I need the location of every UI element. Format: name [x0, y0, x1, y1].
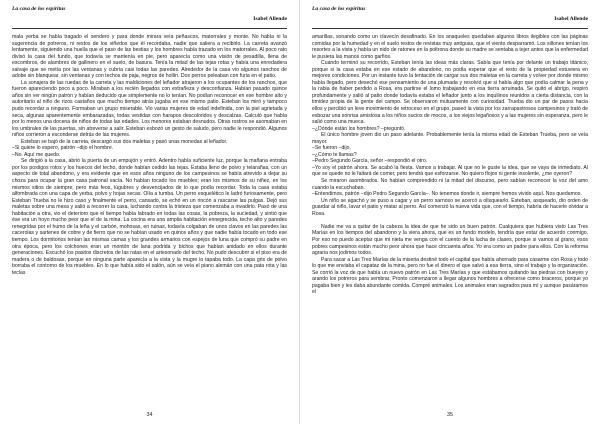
header-rule — [12, 28, 287, 29]
header-rule — [312, 28, 588, 29]
paragraph: –Yo soy el patrón ahora. Se acabó la fiesta. Vamos a trabajar. Al que no le guste la idea, que se vaya de inmediato. Al que se quede no le faltará de comer, pero tendrá que esforzarse. No quiero flojos ni gente insolente, ¿me oyeron? — [312, 164, 588, 178]
paragraph: Para sacar a Las Tres Marías de la miseria destiné todo el capital que había ahorrado para casarme con Rosa y todo lo que me enviaba el capataz de la mina, pero no fue el dinero el que salvó a esa tierra, sino el trabajo y la organización. Se corrió la voz de que había un nuevo patrón en Las Tres Marías y que estábamos quitando las piedras con bueyes y arando los potreros para sembrar. Pronto comenzaron a llegar algunos hombres a ofrecerse como braceros, porque yo pagaba bien y les daba abundante comida. Compré animales. Los animales eran sagrados para mí y aunque pasáramos el — [312, 256, 588, 296]
page-body — [312, 34, 588, 407]
page-right — [300, 0, 600, 424]
book-title: La casa de los espíritus — [12, 6, 66, 12]
paragraph: –¿Cómo te llamas? — [312, 151, 357, 158]
paragraph: Esteban se bajó de la carreta, descargó sus dos maletas y pasó unas monedas al leñador. — [21, 138, 228, 145]
paragraph: Se miraron asombrados. No habían comprendido ni la mitad del discurso, pero sabían reconocer la voz del amo cuando la escuchaban. — [312, 178, 588, 191]
book-title: La casa de los espíritus — [312, 6, 366, 12]
paragraph: El único hombre joven dio un paso adelante. Probablemente tenía la misma edad de Esteban Trueba, pero se veía mayor. — [312, 132, 588, 145]
paragraph: –Se fueron –dijo. — [312, 145, 351, 152]
paragraph: –No. Aquí me quedo. — [12, 151, 61, 158]
paragraph: –Pedro Segundo García, señor –respondió el otro. — [312, 158, 428, 165]
paragraph: La sonajera de las ruedas de la carreta y las maldiciones del leñador atrajeron a los ocupantes de los ranchos, que fueron apareciendo poco a poco. Miraban a los recién llegados con extrañeza y desconfianza. Habían pasado quince años sin ver ningún patrón y habían deducido que simplemente no lo tenían. No podían reconocer en ese hombre alto y autoritario al niño de rizos castaños que mucho tiempo atrás jugaba en ese mismo patio. Esteban los miró y tampoco pudo recordar a ninguno. Formaban un grupo miserable. Vio varias mujeres de edad indefinida, con la piel agrietada y seca, algunas aparentemente embarazadas, todas vestidas con harapos descoloridos y descalzas. Calculó que había por lo menos una docena de niños de todas las edades. Los menores estaban desnudos. Otras rostros se asomaban en los umbrales de las puertas, sin atreverse a salir. Esteban esbozó un gesto de saludo, pero nadie le respondió. Algunos niños corrieron a esconderse detrás de las mujeres. — [12, 79, 287, 139]
running-header — [12, 6, 287, 28]
paragraph: mala yerba se había tragado el sendero y para donde mirara veía peñascos, matorrales y monte. No había ni la sugerencia de potreros, ni restos de los viñedos que él recordaba, nadie que saliera a recibirlo. La carreta avanzó lentamente, siguiendo una huella que el paso de las bestias y los hombres había trazado en los matorrales. Al poco rato divisó la casa del fundo, que todavía se mantenía en pie, pero aparecía como una visión de pesadilla, llena de escombros, de alambres de gallinero en el suelo, de basura. Tenía la mitad de las tejas rotas y había una enredadera salvaje que se metía por las ventanas y cubría casi todas las paredes. Alrededor de la casa vio algunos ranchos de adobe sin blanquear, sin ventanas y con techos de paja, negros de hollín. Dos perros peleaban con furia en el patio. — [12, 34, 287, 80]
book-author: Isabel Allende — [554, 16, 588, 22]
paragraph: –¿Dónde están los hombres? –preguntó. — [312, 125, 406, 132]
paragraph: Cuando terminó su recorrido, Esteban tenía las ideas más claras. Sabía que tenía por delante un trabajo titánico, porque si la casa estaba en ese estado de abandono, no podía esperar que el resto de la propiedad estuviera en mejores condiciones. Por un instante tuvo la tentación de cargar sus dos maletas en la carreta y volver por donde mismo había llegado, pero desechó ese pensamiento de una plumada y resolvió que si había algo que podía calmar la pena y la rabia de haber perdido a Rosa, era partirse el lomo trabajando en esa tierra arruinada. Se quitó el abrigo, respiró profundamente y salió al patio donde todavía estaba el leñador junto a los inquilinos reunidos a cierta distancia, con la timidez propia de la gente del campo. Se observaron mutuamente con curiosidad. Trueba dio un par de pasos hacia ellos y percibió un leve movimiento de retroceso en el grupo, paseó la vista por los zarrapastrosos campesinos y trató de esbozar una sonrisa amistosa a los niños sucios de mocos, a los viejos legañosos y a las mujeres sin esperanza, pero le salió como una mueca. — [312, 60, 588, 126]
page-body — [12, 34, 287, 407]
paragraph: –Entendimos, patrón –dijo Pedro Segundo García–. No tenemos donde ir, siempre hemos vivido aquí. Nos quedamos. — [312, 191, 582, 198]
paragraph: Se dirigió a la casa, abrió la puerta de un empujón y entró. Adentro había suficiente luz, porque la mañana entraba por los postigos rotos y los huecos del techo, donde habían cedido las tejas. Estaba lleno de polvo y telarañas, con un aspecto de total abandono, y era evidente que en esos años ninguno de los campesinos se había atrevido a dejar su choza para ocupar la gran casa patronal vacía. No habían tocado los muebles; eran los mismos de su niñez, en los mismos sitios de siempre, pero más feos, lúgubres y desvencijados de lo que podía recordar. Toda la casa estaba alfombrada con una capa de yerba, polvo y hojas secas. Olía a tumba. Un perro esquelético le ladró furiosamente, pero Esteban Trueba no le hizo caso y finalmente el perro, cansado, se echó en un rincón a rascarse las pulgas. Dejó sus maletas sobre una mesa y salió a recorrer la casa, luchando contra la tristeza que comenzaba a invadirlo. Pasó de una habitación a otra, vio el deterioro que el tiempo había labrado en todas las cosas, la pobreza, la suciedad, y sintió que ése era un hoyo mucho peor que el de la mina. La cocina era una amplia habitación ennegrecida, techo alto y paredes renegridas por el humo de la leña y el carbón, mohosas, en ruinas, todavía colgaban de unos clavos en las paredes las cacerolas y sartenes de cobre y de fierro que no se habían usado en quince años y que nadie había tocado en todo ese tiempo. Los dormitorios tenían las mismas camas y los grandes armarios con espejos de luna que compró su padre en otra época, pero los colchones eran un montón de lana podrida y bichos que habían anidado en ellos durante generaciones. Escuchó los pasitos discretos de las ratas en el artesonado del techo. No pudo descubrir si el piso era de madera o de baldosas, porque en ninguna parte aparecía a la vista y la mugre lo tapaba todo. La capa gris de polvo borraba el contorno de los muebles. En lo que había sido el salón, aún se veía el piano alemán con una pata rota y las teclas — [12, 158, 287, 276]
book-author: Isabel Allende — [253, 16, 287, 22]
paragraph: Nadie me va a quitar de la cabeza la idea de que he sido un buen patrón. Cualquiera que hubiera visto Las Tres Marías en los tiempos del abandono y la viera ahora, que es un fundo modelo, tendría que estar de acuerdo conmigo. Por eso no puedo aceptar que mi nieta me venga con el cuento de la lucha de clases, porque si vamos al grano, esos pobres campesinos están mucho peor ahora que hace cincuenta años. Yo era como un padre para ellos. Con la reforma agraria nos jodimos todos. — [312, 223, 588, 257]
page-number: 34 — [146, 412, 153, 418]
running-header — [312, 6, 588, 28]
paragraph: Un niño se agachó y se puso a cagar y un perro sarnoso se acercó a olisquearlo. Esteban, asqueado, dio orden de guardar al niño, lavar el patio y matar al perro. Así comenzó la nueva vida que, con el tiempo, habría de hacerle olvidar a Rosa. — [312, 197, 588, 217]
page-number: 35 — [447, 412, 453, 418]
paragraph: –Si quiere lo espero, patrón –dijo el hombre. — [12, 145, 114, 152]
paragraph: amarillas, sonando como un clavecín desafinado. En los anaqueles quedaban algunos libros ilegibles con las páginas comidas por la humedad y en el suelo restos de revistas muy antiguas, que el viento desparramó. Los sillones tenían los resortes a la vista y había un nido de ratones en la poltrona donde su madre se sentaba a tejer antes que la enfermedad le pusiera las manos como garfios. — [312, 34, 588, 60]
